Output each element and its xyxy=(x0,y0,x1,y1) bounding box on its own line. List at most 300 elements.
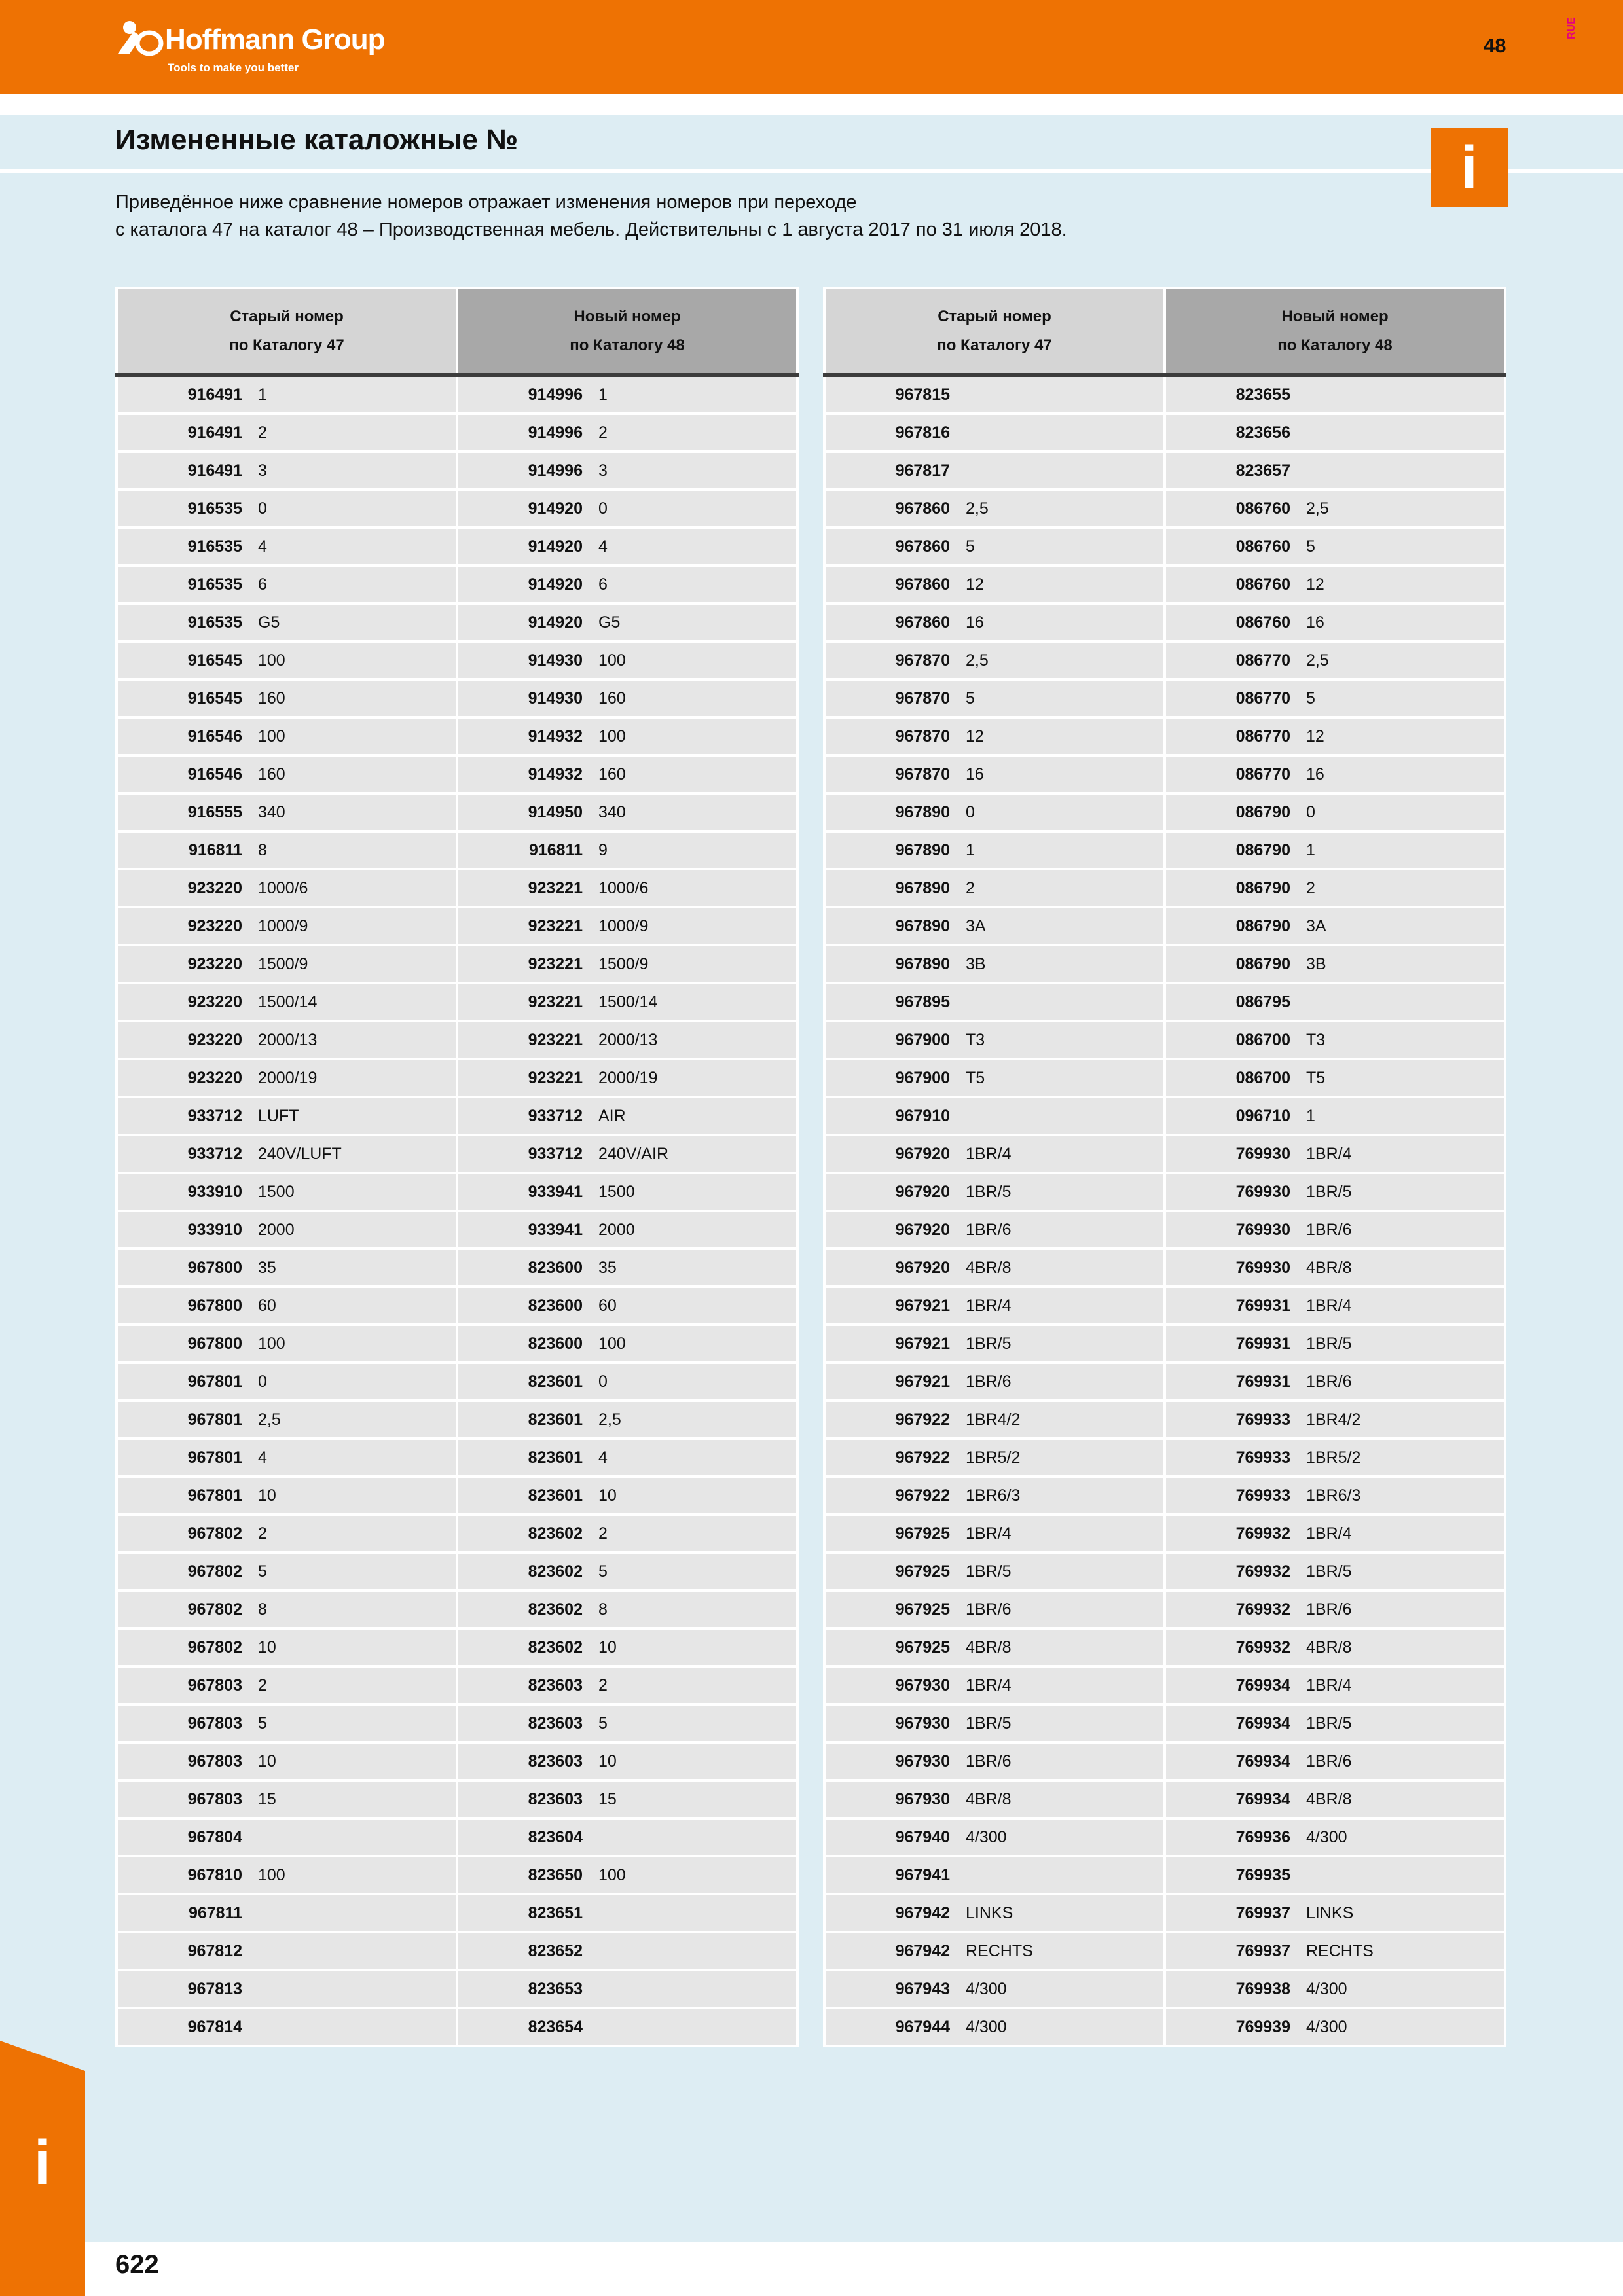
old-number-cell xyxy=(824,375,1165,414)
new-number-cell xyxy=(457,1515,797,1552)
table-row xyxy=(117,1287,797,1325)
table-row xyxy=(117,1628,797,1666)
variant-code: 240V/LUFT xyxy=(258,1144,342,1163)
old-number-cell xyxy=(824,1666,1165,1704)
article-number: 967815 xyxy=(895,385,950,404)
old-number-cell xyxy=(117,945,457,983)
article-number: 967801 xyxy=(187,1372,242,1391)
new-number-cell xyxy=(1165,1249,1505,1287)
new-number-cell xyxy=(1165,603,1505,641)
variant-code: 240V/AIR xyxy=(598,1144,669,1163)
table-row xyxy=(824,793,1505,831)
old-number-cell xyxy=(117,641,457,679)
variant-code: LINKS xyxy=(1306,1903,1354,1922)
old-number-cell xyxy=(824,1704,1165,1742)
old-number-cell xyxy=(117,2008,457,2046)
table-row xyxy=(117,679,797,717)
old-number-cell xyxy=(117,869,457,907)
new-number-cell xyxy=(457,1249,797,1287)
new-number-cell xyxy=(1165,793,1505,831)
table-row xyxy=(824,755,1505,793)
variant-code: 16 xyxy=(966,613,984,632)
new-number-cell xyxy=(457,831,797,869)
table-row xyxy=(824,1515,1505,1552)
new-number-cell xyxy=(457,1363,797,1401)
title-divider xyxy=(0,169,1623,173)
article-number: 967802 xyxy=(187,1600,242,1619)
new-number-cell xyxy=(1165,1287,1505,1325)
article-number: 967922 xyxy=(895,1486,950,1505)
article-number: 914930 xyxy=(528,651,583,670)
article-number: 769933 xyxy=(1235,1486,1290,1505)
table-row xyxy=(117,1818,797,1856)
variant-code: 4BR/8 xyxy=(966,1258,1012,1277)
old-number-cell xyxy=(117,1856,457,1894)
variant-code: 8 xyxy=(258,840,267,859)
article-number: 933941 xyxy=(528,1182,583,1201)
variant-code: 4BR/8 xyxy=(966,1789,1012,1808)
article-number: 967930 xyxy=(895,1789,950,1808)
new-number-cell xyxy=(457,1325,797,1363)
article-number: 086770 xyxy=(1235,726,1290,745)
article-number: 086790 xyxy=(1235,802,1290,821)
variant-code: 100 xyxy=(598,1865,626,1884)
old-number-cell xyxy=(117,1249,457,1287)
new-number-cell xyxy=(457,907,797,945)
table-row xyxy=(117,1173,797,1211)
article-number: 967870 xyxy=(895,651,950,670)
old-number-cell xyxy=(824,1097,1165,1135)
article-number: 933941 xyxy=(528,1220,583,1239)
table-row xyxy=(824,1818,1505,1856)
table-row xyxy=(824,1780,1505,1818)
variant-code: T5 xyxy=(966,1068,985,1087)
article-number: 769934 xyxy=(1235,1789,1290,1808)
article-number: 967803 xyxy=(187,1713,242,1732)
article-number: 823654 xyxy=(528,2017,583,2036)
header-new-line1: Новый номер xyxy=(1281,308,1389,325)
article-number: 823656 xyxy=(1235,423,1290,442)
table-body-right xyxy=(824,375,1505,2046)
header-new-line2: по Каталогу 48 xyxy=(570,336,685,354)
new-number-cell xyxy=(457,1439,797,1477)
new-number-cell xyxy=(1165,869,1505,907)
old-number-cell xyxy=(117,1477,457,1515)
old-number-cell xyxy=(117,490,457,528)
old-number-cell xyxy=(117,1439,457,1477)
article-number: 769930 xyxy=(1235,1144,1290,1163)
variant-code: 4 xyxy=(598,537,608,556)
article-number: 967922 xyxy=(895,1448,950,1467)
article-number: 923220 xyxy=(187,992,242,1011)
variant-code: 6 xyxy=(258,575,267,594)
article-number: 967890 xyxy=(895,802,950,821)
comparison-table-right xyxy=(823,287,1506,2047)
variant-code: 2 xyxy=(966,878,975,897)
new-number-cell xyxy=(1165,375,1505,414)
article-number: 967925 xyxy=(895,1638,950,1657)
new-number-cell xyxy=(457,1818,797,1856)
header-old-line1: Старый номер xyxy=(230,308,344,325)
article-number: 923220 xyxy=(187,954,242,973)
table-row xyxy=(824,679,1505,717)
article-number: 967801 xyxy=(187,1448,242,1467)
variant-code: 5 xyxy=(966,689,975,708)
brand-tagline: Tools to make you better xyxy=(168,62,299,74)
variant-code: 4/300 xyxy=(1306,1979,1347,1998)
article-number: 916535 xyxy=(187,499,242,518)
article-number: 967920 xyxy=(895,1220,950,1239)
variant-code: 1500/9 xyxy=(258,954,308,973)
variant-code: T5 xyxy=(1306,1068,1326,1087)
variant-code: 4/300 xyxy=(1306,1827,1347,1846)
variant-code: 1BR4/2 xyxy=(966,1410,1021,1429)
old-number-cell xyxy=(824,1628,1165,1666)
variant-code: 2,5 xyxy=(258,1410,281,1429)
old-number-cell xyxy=(117,1173,457,1211)
variant-code: 1BR/6 xyxy=(966,1372,1012,1391)
variant-code: 1500/14 xyxy=(258,992,318,1011)
article-number: 769932 xyxy=(1235,1600,1290,1619)
new-number-cell xyxy=(1165,983,1505,1021)
page-header xyxy=(0,0,1623,94)
table-row xyxy=(117,1856,797,1894)
new-number-cell xyxy=(1165,1211,1505,1249)
variant-code: 1000/6 xyxy=(258,878,308,897)
article-number: 967900 xyxy=(895,1030,950,1049)
table-row xyxy=(117,1363,797,1401)
new-number-cell xyxy=(457,1780,797,1818)
old-number-cell xyxy=(824,983,1165,1021)
header-new-number xyxy=(457,288,797,375)
article-number: 916811 xyxy=(188,840,242,859)
article-number: 914920 xyxy=(528,575,583,594)
article-number: 923220 xyxy=(187,1030,242,1049)
variant-code: 2000/13 xyxy=(598,1030,658,1049)
new-number-cell xyxy=(457,1628,797,1666)
old-number-cell xyxy=(824,1211,1165,1249)
old-number-cell xyxy=(117,679,457,717)
table-row xyxy=(117,1970,797,2008)
section-info-icon: i xyxy=(33,2128,52,2198)
variant-code: 4/300 xyxy=(966,1827,1007,1846)
article-number: 933712 xyxy=(528,1106,583,1125)
old-number-cell xyxy=(117,1097,457,1135)
variant-code: 100 xyxy=(598,726,626,745)
article-number: 769937 xyxy=(1235,1941,1290,1960)
article-number: 769932 xyxy=(1235,1524,1290,1543)
article-number: 769930 xyxy=(1235,1220,1290,1239)
intro-text xyxy=(115,188,1067,243)
article-number: 967944 xyxy=(895,2017,950,2036)
article-number: 933712 xyxy=(187,1144,242,1163)
variant-code: 10 xyxy=(258,1751,276,1770)
language-code: RUE xyxy=(1566,17,1577,39)
variant-code: 1500 xyxy=(598,1182,635,1201)
table-row xyxy=(117,414,797,452)
table-row xyxy=(117,1552,797,1590)
old-number-cell xyxy=(117,907,457,945)
table-row xyxy=(824,1932,1505,1970)
table-row xyxy=(117,1666,797,1704)
new-number-cell xyxy=(1165,641,1505,679)
article-number: 967813 xyxy=(187,1979,242,1998)
variant-code: 1 xyxy=(598,385,608,404)
article-number: 823603 xyxy=(528,1713,583,1732)
old-number-cell xyxy=(117,1590,457,1628)
table-row xyxy=(824,528,1505,565)
intro-line-2: с каталога 47 на каталог 48 – Производственная мебель. Действительны с 1 августа 2017 по 31 июля 2018. xyxy=(115,219,1067,240)
old-number-cell xyxy=(117,1021,457,1059)
table-row xyxy=(117,1401,797,1439)
table-row xyxy=(824,1021,1505,1059)
new-number-cell xyxy=(457,945,797,983)
variant-code: 15 xyxy=(258,1789,276,1808)
header-old-line2: по Каталогу 47 xyxy=(229,336,344,354)
article-number: 769932 xyxy=(1235,1638,1290,1657)
comparison-table-left xyxy=(115,287,799,2047)
variant-code: 1BR/4 xyxy=(966,1524,1012,1543)
article-number: 967930 xyxy=(895,1713,950,1732)
variant-code: 1BR/5 xyxy=(1306,1334,1352,1353)
new-number-cell xyxy=(457,603,797,641)
article-number: 769937 xyxy=(1235,1903,1290,1922)
variant-code: 1000/9 xyxy=(598,916,649,935)
article-number: 967900 xyxy=(895,1068,950,1087)
variant-code: 2000/19 xyxy=(598,1068,658,1087)
article-number: 769936 xyxy=(1235,1827,1290,1846)
new-number-cell xyxy=(1165,1515,1505,1552)
table-row xyxy=(824,565,1505,603)
article-number: 923221 xyxy=(528,992,583,1011)
article-number: 823650 xyxy=(528,1865,583,1884)
old-number-cell xyxy=(117,1325,457,1363)
article-number: 823604 xyxy=(528,1827,583,1846)
variant-code: 1 xyxy=(966,840,975,859)
new-number-cell xyxy=(1165,755,1505,793)
article-number: 967870 xyxy=(895,764,950,783)
table-row xyxy=(117,1021,797,1059)
variant-code: 1 xyxy=(1306,840,1315,859)
table-row xyxy=(824,1211,1505,1249)
variant-code: 1BR6/3 xyxy=(966,1486,1021,1505)
article-number: 769930 xyxy=(1235,1182,1290,1201)
new-number-cell xyxy=(457,1097,797,1135)
variant-code: 1BR/5 xyxy=(1306,1713,1352,1732)
old-number-cell xyxy=(117,1970,457,2008)
table-row xyxy=(824,1325,1505,1363)
old-number-cell xyxy=(824,945,1165,983)
article-number: 769934 xyxy=(1235,1676,1290,1695)
new-number-cell xyxy=(1165,717,1505,755)
variant-code: 4BR/8 xyxy=(966,1638,1012,1657)
article-number: 967890 xyxy=(895,916,950,935)
article-number: 914920 xyxy=(528,613,583,632)
article-number: 086760 xyxy=(1235,499,1290,518)
new-number-cell xyxy=(1165,1780,1505,1818)
variant-code: G5 xyxy=(598,613,621,632)
old-number-cell xyxy=(824,869,1165,907)
new-number-cell xyxy=(457,375,797,414)
variant-code: 1BR/5 xyxy=(966,1334,1012,1353)
table-row xyxy=(117,1059,797,1097)
old-number-cell xyxy=(824,907,1165,945)
article-number: 769933 xyxy=(1235,1448,1290,1467)
variant-code: 16 xyxy=(1306,764,1324,783)
new-number-cell xyxy=(1165,1894,1505,1932)
table-row xyxy=(117,1439,797,1477)
article-number: 967890 xyxy=(895,954,950,973)
new-number-cell xyxy=(1165,1439,1505,1477)
article-number: 933712 xyxy=(187,1106,242,1125)
header-new-line2: по Каталогу 48 xyxy=(1277,336,1393,354)
new-number-cell xyxy=(1165,1021,1505,1059)
article-number: 086790 xyxy=(1235,954,1290,973)
article-number: 967804 xyxy=(187,1827,242,1846)
table-row xyxy=(824,490,1505,528)
new-number-cell xyxy=(457,1590,797,1628)
variant-code: 1BR/4 xyxy=(1306,1144,1352,1163)
new-number-cell xyxy=(457,641,797,679)
article-number: 086790 xyxy=(1235,916,1290,935)
old-number-cell xyxy=(824,1818,1165,1856)
new-number-cell xyxy=(1165,1097,1505,1135)
new-number-cell xyxy=(1165,1590,1505,1628)
old-number-cell xyxy=(117,452,457,490)
article-number: 769934 xyxy=(1235,1713,1290,1732)
variant-code: 4 xyxy=(258,537,267,556)
article-number: 967802 xyxy=(187,1638,242,1657)
old-number-cell xyxy=(117,1818,457,1856)
article-number: 823602 xyxy=(528,1562,583,1581)
variant-code: 4 xyxy=(598,1448,608,1467)
article-number: 823601 xyxy=(528,1448,583,1467)
new-number-cell xyxy=(457,490,797,528)
article-number: 967802 xyxy=(187,1524,242,1543)
table-row xyxy=(117,452,797,490)
new-number-cell xyxy=(1165,1628,1505,1666)
article-number: 933910 xyxy=(187,1220,242,1239)
variant-code: 0 xyxy=(258,499,267,518)
article-number: 967801 xyxy=(187,1486,242,1505)
old-number-cell xyxy=(824,528,1165,565)
article-number: 967895 xyxy=(895,992,950,1011)
variant-code: 1BR/5 xyxy=(1306,1182,1352,1201)
new-number-cell xyxy=(1165,945,1505,983)
article-number: 967941 xyxy=(895,1865,950,1884)
variant-code: 160 xyxy=(258,764,285,783)
variant-code: 4 xyxy=(258,1448,267,1467)
variant-code: 1000/9 xyxy=(258,916,308,935)
table-row xyxy=(117,2008,797,2046)
article-number: 967920 xyxy=(895,1258,950,1277)
old-number-cell xyxy=(824,1325,1165,1363)
header-old-number xyxy=(117,288,457,375)
table-row xyxy=(117,528,797,565)
table-row xyxy=(117,945,797,983)
brand-name: Hoffmann Group xyxy=(165,24,385,56)
table-row xyxy=(824,603,1505,641)
old-number-cell xyxy=(824,1742,1165,1780)
variant-code: 16 xyxy=(1306,613,1324,632)
old-number-cell xyxy=(824,1173,1165,1211)
variant-code: 12 xyxy=(966,575,984,594)
old-number-cell xyxy=(824,414,1165,452)
new-number-cell xyxy=(1165,528,1505,565)
article-number: 967814 xyxy=(187,2017,242,2036)
variant-code: T3 xyxy=(1306,1030,1326,1049)
article-number: 923220 xyxy=(187,878,242,897)
old-number-cell xyxy=(117,1401,457,1439)
variant-code: 1BR/5 xyxy=(1306,1562,1352,1581)
old-number-cell xyxy=(824,1249,1165,1287)
variant-code: G5 xyxy=(258,613,280,632)
article-number: 967930 xyxy=(895,1751,950,1770)
article-number: 967801 xyxy=(187,1410,242,1429)
article-number: 823653 xyxy=(528,1979,583,1998)
variant-code: 10 xyxy=(258,1486,276,1505)
table-row xyxy=(824,1704,1505,1742)
new-number-cell xyxy=(457,1287,797,1325)
table-row xyxy=(824,945,1505,983)
article-number: 914996 xyxy=(528,423,583,442)
new-number-cell xyxy=(457,983,797,1021)
table-row xyxy=(117,1590,797,1628)
new-number-cell xyxy=(1165,907,1505,945)
article-number: 967810 xyxy=(187,1865,242,1884)
new-number-cell xyxy=(457,869,797,907)
article-number: 967800 xyxy=(187,1296,242,1315)
old-number-cell xyxy=(824,2008,1165,2046)
variant-code: 1500 xyxy=(258,1182,295,1201)
table-row xyxy=(117,983,797,1021)
article-number: 923221 xyxy=(528,1030,583,1049)
article-number: 823651 xyxy=(528,1903,583,1922)
table-row xyxy=(117,869,797,907)
old-number-cell xyxy=(117,528,457,565)
article-number: 769935 xyxy=(1235,1865,1290,1884)
variant-code: 1BR/6 xyxy=(966,1220,1012,1239)
variant-code: 3A xyxy=(966,916,986,935)
variant-code: 4BR/8 xyxy=(1306,1258,1352,1277)
new-number-cell xyxy=(457,793,797,831)
old-number-cell xyxy=(824,565,1165,603)
variant-code: 2,5 xyxy=(966,499,989,518)
variant-code: 0 xyxy=(1306,802,1315,821)
variant-code: 2000/13 xyxy=(258,1030,318,1049)
variant-code: 0 xyxy=(598,499,608,518)
variant-code: 340 xyxy=(598,802,626,821)
table-row xyxy=(824,1401,1505,1439)
variant-code: 1000/6 xyxy=(598,878,649,897)
table-row xyxy=(824,1287,1505,1325)
article-number: 967803 xyxy=(187,1751,242,1770)
new-number-cell xyxy=(1165,1552,1505,1590)
variant-code: 5 xyxy=(598,1713,608,1732)
table-row xyxy=(824,1590,1505,1628)
variant-code: 6 xyxy=(598,575,608,594)
old-number-cell xyxy=(117,1287,457,1325)
new-number-cell xyxy=(1165,414,1505,452)
article-number: 823655 xyxy=(1235,385,1290,404)
article-number: 967940 xyxy=(895,1827,950,1846)
article-number: 823602 xyxy=(528,1600,583,1619)
variant-code: 1BR/5 xyxy=(966,1182,1012,1201)
new-number-cell xyxy=(457,414,797,452)
article-number: 967921 xyxy=(895,1334,950,1353)
article-number: 823603 xyxy=(528,1676,583,1695)
variant-code: 0 xyxy=(258,1372,267,1391)
